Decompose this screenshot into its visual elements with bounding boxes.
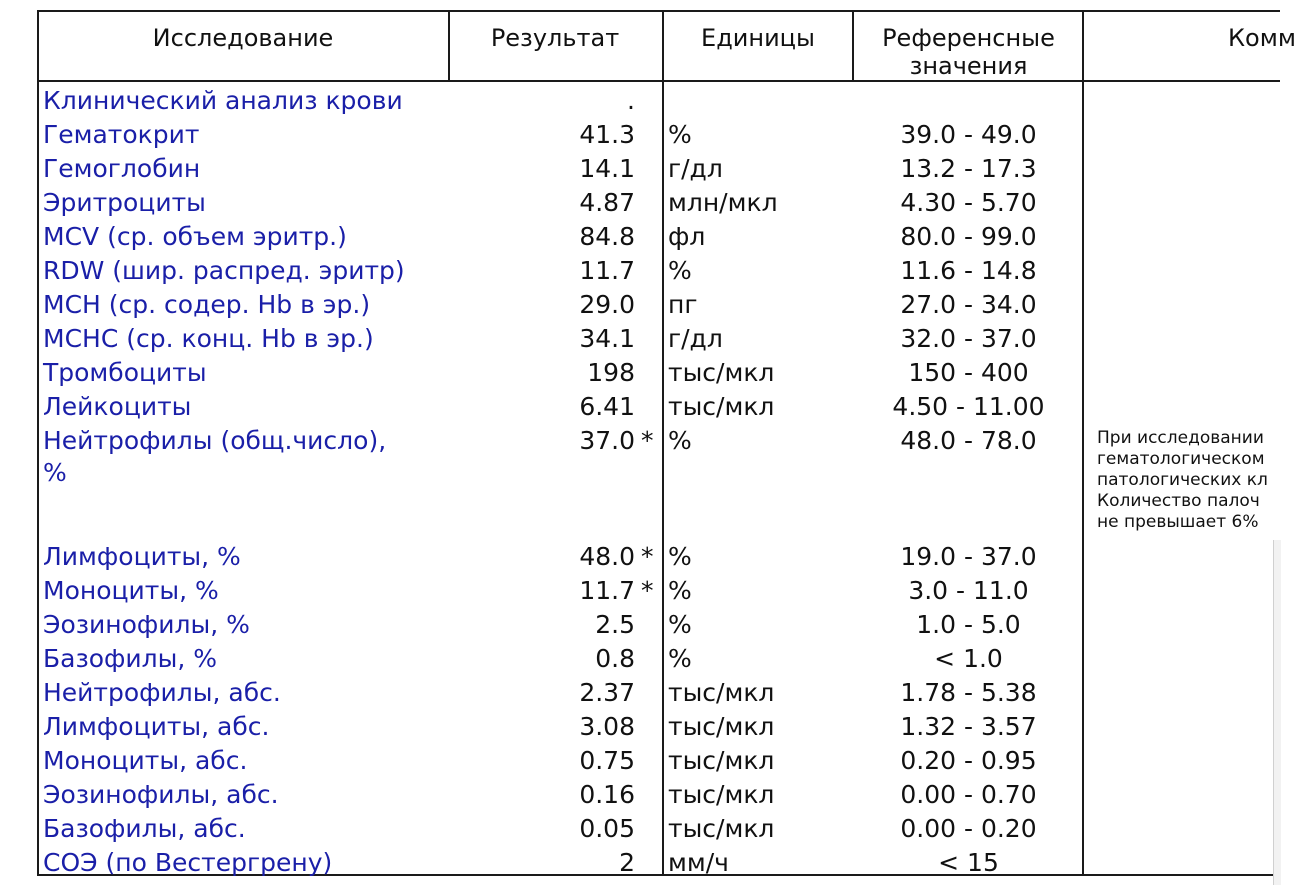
reference-range: 0.00 - 0.20: [900, 814, 1037, 843]
test-name: Гематокрит: [43, 120, 200, 149]
table-row: [0, 220, 1280, 254]
result-value: 29.0: [579, 290, 635, 319]
result-value: 0.05: [579, 814, 635, 843]
table-row: [0, 390, 1280, 424]
result-value: 0.8: [595, 644, 635, 673]
result-value: .: [627, 86, 635, 115]
unit-value: %: [668, 256, 692, 285]
table-row: [0, 540, 1280, 574]
unit-value: млн/мкл: [668, 188, 778, 217]
test-name: Клинический анализ крови: [43, 86, 403, 115]
test-name: Моноциты, абс.: [43, 746, 248, 775]
test-name: Лимфоциты, абс.: [43, 712, 270, 741]
table-row: [0, 778, 1280, 812]
header-bottom-rule: [37, 80, 1280, 82]
scrollbar-edge[interactable]: [1273, 540, 1281, 885]
test-name: MCH (ср. содер. Hb в эр.): [43, 290, 371, 319]
unit-value: г/дл: [668, 154, 723, 183]
column-divider: [852, 10, 854, 82]
header-test: Исследование: [152, 24, 334, 52]
result-value: 41.3: [579, 120, 635, 149]
reference-range: 32.0 - 37.0: [900, 324, 1037, 353]
result-value: 48.0: [579, 542, 635, 571]
result-value: 4.87: [579, 188, 635, 217]
test-name: Нейтрофилы (общ.число),: [43, 426, 387, 455]
result-value: 0.75: [579, 746, 635, 775]
unit-value: тыс/мкл: [668, 712, 775, 741]
result-value: 6.41: [579, 392, 635, 421]
test-name: Моноциты, %: [43, 576, 219, 605]
result-value: 198: [587, 358, 635, 387]
test-name: Нейтрофилы, абс.: [43, 678, 281, 707]
table-row: [0, 186, 1280, 220]
unit-value: тыс/мкл: [668, 814, 775, 843]
table-row: [0, 288, 1280, 322]
reference-range: < 1.0: [934, 644, 1003, 673]
table-row: [0, 608, 1280, 642]
result-value: 2.5: [595, 610, 635, 639]
reference-range: 1.0 - 5.0: [916, 610, 1021, 639]
unit-value: %: [668, 120, 692, 149]
result-value: 11.7: [579, 576, 635, 605]
reference-range: 80.0 - 99.0: [900, 222, 1037, 251]
reference-range: 27.0 - 34.0: [900, 290, 1037, 319]
unit-value: тыс/мкл: [668, 358, 775, 387]
result-value: 3.08: [579, 712, 635, 741]
result-value: 84.8: [579, 222, 635, 251]
unit-value: тыс/мкл: [668, 678, 775, 707]
unit-value: тыс/мкл: [668, 746, 775, 775]
table-row: [0, 846, 1280, 880]
table-row: [0, 642, 1280, 676]
table-row: [0, 710, 1280, 744]
reference-range: 4.30 - 5.70: [900, 188, 1037, 217]
comment-line: патологических кл: [1097, 470, 1268, 490]
test-name-continued: %: [43, 458, 67, 487]
table-row: [0, 356, 1280, 390]
header-reference-line2: значения: [909, 52, 1028, 80]
reference-range: 0.00 - 0.70: [900, 780, 1037, 809]
unit-value: %: [668, 576, 692, 605]
test-name: MCHC (ср. конц. Hb в эр.): [43, 324, 374, 353]
reference-range: 150 - 400: [908, 358, 1029, 387]
header-comment: Комм: [1228, 24, 1296, 52]
test-name: Лимфоциты, %: [43, 542, 241, 571]
reference-range: 13.2 - 17.3: [900, 154, 1037, 183]
result-value: 37.0: [579, 426, 635, 455]
reference-range: 3.0 - 11.0: [908, 576, 1029, 605]
result-value: 34.1: [579, 324, 635, 353]
reference-range: 4.50 - 11.00: [892, 392, 1045, 421]
reference-range: 48.0 - 78.0: [900, 426, 1037, 455]
result-value: 11.7: [579, 256, 635, 285]
reference-range: 1.78 - 5.38: [900, 678, 1037, 707]
unit-value: тыс/мкл: [668, 392, 775, 421]
comment-line: При исследовании: [1097, 428, 1264, 448]
table-row: [0, 676, 1280, 710]
table-row: [0, 254, 1280, 288]
test-name: Базофилы, %: [43, 644, 218, 673]
table-row: [0, 84, 1280, 118]
unit-value: пг: [668, 290, 698, 319]
reference-range: 19.0 - 37.0: [900, 542, 1037, 571]
unit-value: %: [668, 644, 692, 673]
test-name: Гемоглобин: [43, 154, 201, 183]
comment-line: не превышает 6%: [1097, 512, 1259, 532]
header-result: Результат: [490, 24, 620, 52]
unit-value: мм/ч: [668, 848, 729, 877]
abnormal-flag: *: [641, 542, 654, 571]
unit-value: %: [668, 426, 692, 455]
test-name: MCV (ср. объем эритр.): [43, 222, 347, 251]
abnormal-flag: *: [641, 426, 654, 455]
table-row: [0, 118, 1280, 152]
unit-value: %: [668, 610, 692, 639]
table-row: [0, 322, 1280, 356]
test-name: Эритроциты: [43, 188, 206, 217]
result-value: 14.1: [579, 154, 635, 183]
reference-range: 11.6 - 14.8: [900, 256, 1037, 285]
table-row: [0, 574, 1280, 608]
result-value: 2.37: [579, 678, 635, 707]
reference-range: 1.32 - 3.57: [900, 712, 1037, 741]
test-name: Эозинофилы, абс.: [43, 780, 279, 809]
reference-range: < 15: [938, 848, 999, 877]
comment-text: [1097, 428, 1280, 533]
result-value: 2: [619, 848, 635, 877]
header-units: Единицы: [701, 24, 815, 52]
comment-line: Количество палоч: [1097, 491, 1260, 511]
table-row: [0, 744, 1280, 778]
reference-range: 0.20 - 0.95: [900, 746, 1037, 775]
table-row: [0, 152, 1280, 186]
test-name: Эозинофилы, %: [43, 610, 250, 639]
test-name: Базофилы, абс.: [43, 814, 246, 843]
header-reference-line1: Референсные: [882, 24, 1055, 52]
test-name: Лейкоциты: [43, 392, 192, 421]
comment-line: гематологическом: [1097, 449, 1265, 469]
unit-value: %: [668, 542, 692, 571]
test-name: Тромбоциты: [43, 358, 207, 387]
table-row: [0, 812, 1280, 846]
unit-value: фл: [668, 222, 706, 251]
test-name: СОЭ (по Вестергрену): [43, 848, 333, 877]
abnormal-flag: *: [641, 576, 654, 605]
test-name: RDW (шир. распред. эритр): [43, 256, 405, 285]
table-top-rule: [37, 10, 1280, 12]
unit-value: г/дл: [668, 324, 723, 353]
unit-value: тыс/мкл: [668, 780, 775, 809]
result-value: 0.16: [579, 780, 635, 809]
reference-range: 39.0 - 49.0: [900, 120, 1037, 149]
